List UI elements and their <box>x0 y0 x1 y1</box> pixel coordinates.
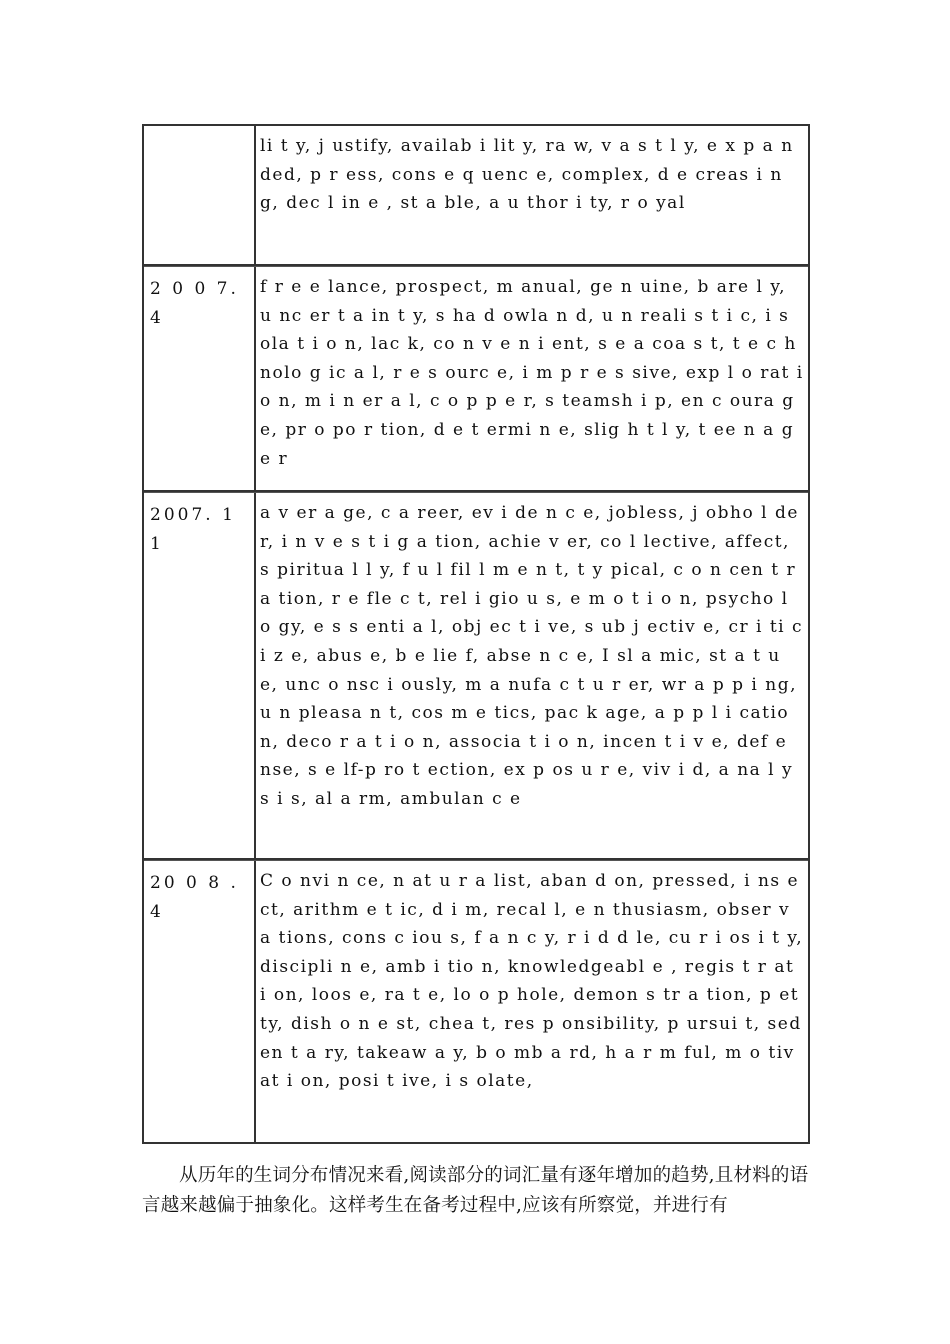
word-list-cell: a v er a ge, c a reer, ev i de n c e, jobless, j obho l der, i n v e s t i g a tion, achie v er, co l lective, affect, s piritua l l y, f u l fil l m e n t, t y pical, c o n cen t r a tion, r e fle c t, rel i gio u s, e m o t i o n, psycho l o gy, e s s enti a l, obj ec t i ve, s ub j ectiv e, cr i ti c i z e, abus e, b e lie f, abse n c e, I sl a mic, st a t u e, unc o nsc i ously, m a nufa c t u r er, wr a p p i ng, u n pleasa n t, cos m e tics, pac k age, a p p l i cation, deco r a t i o n, associa t i o n, incen t i v e, def e nse, s e lf-p ro t ection, ex p os u r e, viv i d, a na l y s i s, al a rm, ambulan c e <box>260 503 804 809</box>
year-cell: 2 0 0 7.4 <box>144 267 256 490</box>
year-cell <box>144 126 256 264</box>
vocabulary-table <box>142 124 810 1144</box>
table-row <box>144 126 808 266</box>
table-row <box>144 492 808 860</box>
year-cell: 2007. 1 1 <box>144 493 256 858</box>
year-cell: 20 0 8 . 4 <box>144 861 256 1142</box>
summary-paragraph: 从历年的生词分布情况来看,阅读部分的词汇量有逐年增加的趋势,且材料的语言越来越偏于抽象化。这样考生在备考过程中,应该有所察觉，并进行有 <box>142 1164 809 1216</box>
table-row <box>144 266 808 492</box>
word-list-cell: C o nvi n ce, n at u r a list, aban d on, pressed, i ns e ct, arithm e t ic, d i m, recal l, e n thusiasm, obser v a tions, cons c iou s, f a n c y, r i d d le, cu r i os i t y, discipli n e, amb i tio n, knowledgeabl e , regis t r at i on, loos e, ra t e, lo o p hole, demon s tr a tion, p etty, dish o n e st, chea t, res p onsibility, p ursui t, seden t a ry, takeaw a y, b o mb a rd, h a r m ful, m o tivat i on, posi t ive, i s olate, <box>260 871 804 1092</box>
word-list-cell: li t y, j ustify, availab i lit y, ra w, v a s t l y, e x p a nded, p r ess, cons e q uenc e, complex, d e creas i n g, dec l in e , st a ble, a u thor i ty, r o yal <box>260 136 794 214</box>
word-list-cell: f r e e lance, prospect, m anual, ge n uine, b are l y, u nc er t a in t y, s ha d owla n d, u n reali s t i c, i s ola t i o n, lac k, co n v e n i ent, s e a coa s t, t e c h nolo g ic a l, r e s ourc e, i m p r e s sive, exp l o rat i o n, m i n er a l, c o p p e r, s teamsh i p, en c oura g e, pr o po r tion, d e t ermi n e, slig h t l y, t ee n a g e r <box>260 277 804 469</box>
table-row <box>144 860 808 1142</box>
